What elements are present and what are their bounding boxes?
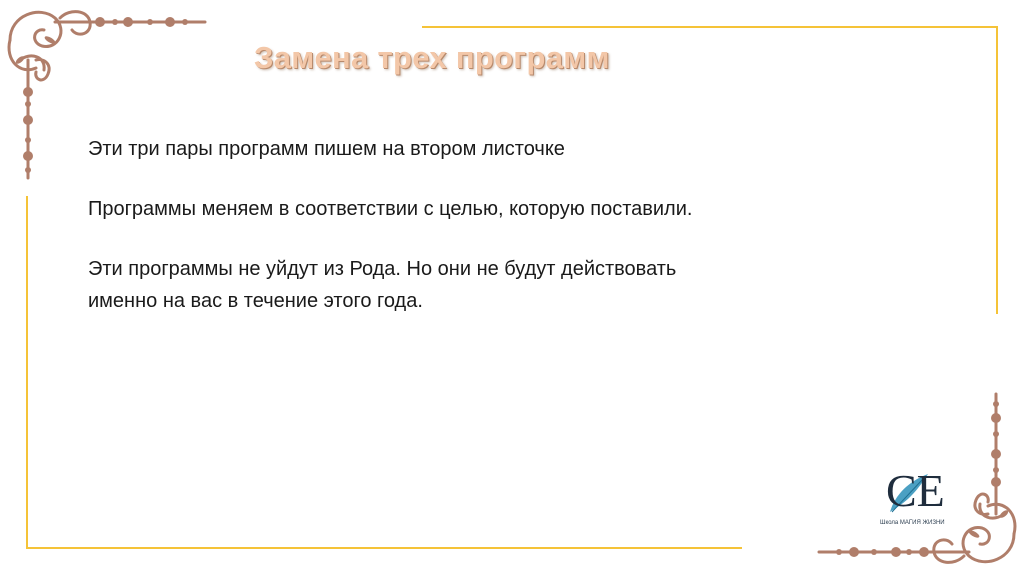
paragraph-3 — [88, 253, 908, 317]
frame-line-left — [26, 196, 28, 548]
logo-caption: Школа МАГИЯ ЖИЗНИ — [880, 520, 945, 526]
slide-body — [88, 133, 908, 345]
paragraph-1 — [88, 133, 908, 165]
paragraph-line: Эти три пары программ пишем на втором листочке — [88, 138, 565, 160]
frame-line-right — [996, 26, 998, 314]
frame-line-bottom — [26, 547, 742, 549]
frame-line-top — [422, 26, 998, 28]
logo-mark-text: CE — [886, 465, 945, 516]
paragraph-line: Программы меняем в соответствии с целью, которую поставили. — [88, 198, 693, 220]
slide-title: Замена трех программ — [254, 40, 610, 75]
school-logo — [880, 462, 960, 532]
paragraph-line: именно на вас в течение этого года. — [88, 290, 423, 312]
feather-icon — [882, 462, 956, 518]
paragraph-2 — [88, 193, 908, 225]
paragraph-line: Эти программы не уйдут из Рода. Но они не будут действовать — [88, 258, 677, 280]
